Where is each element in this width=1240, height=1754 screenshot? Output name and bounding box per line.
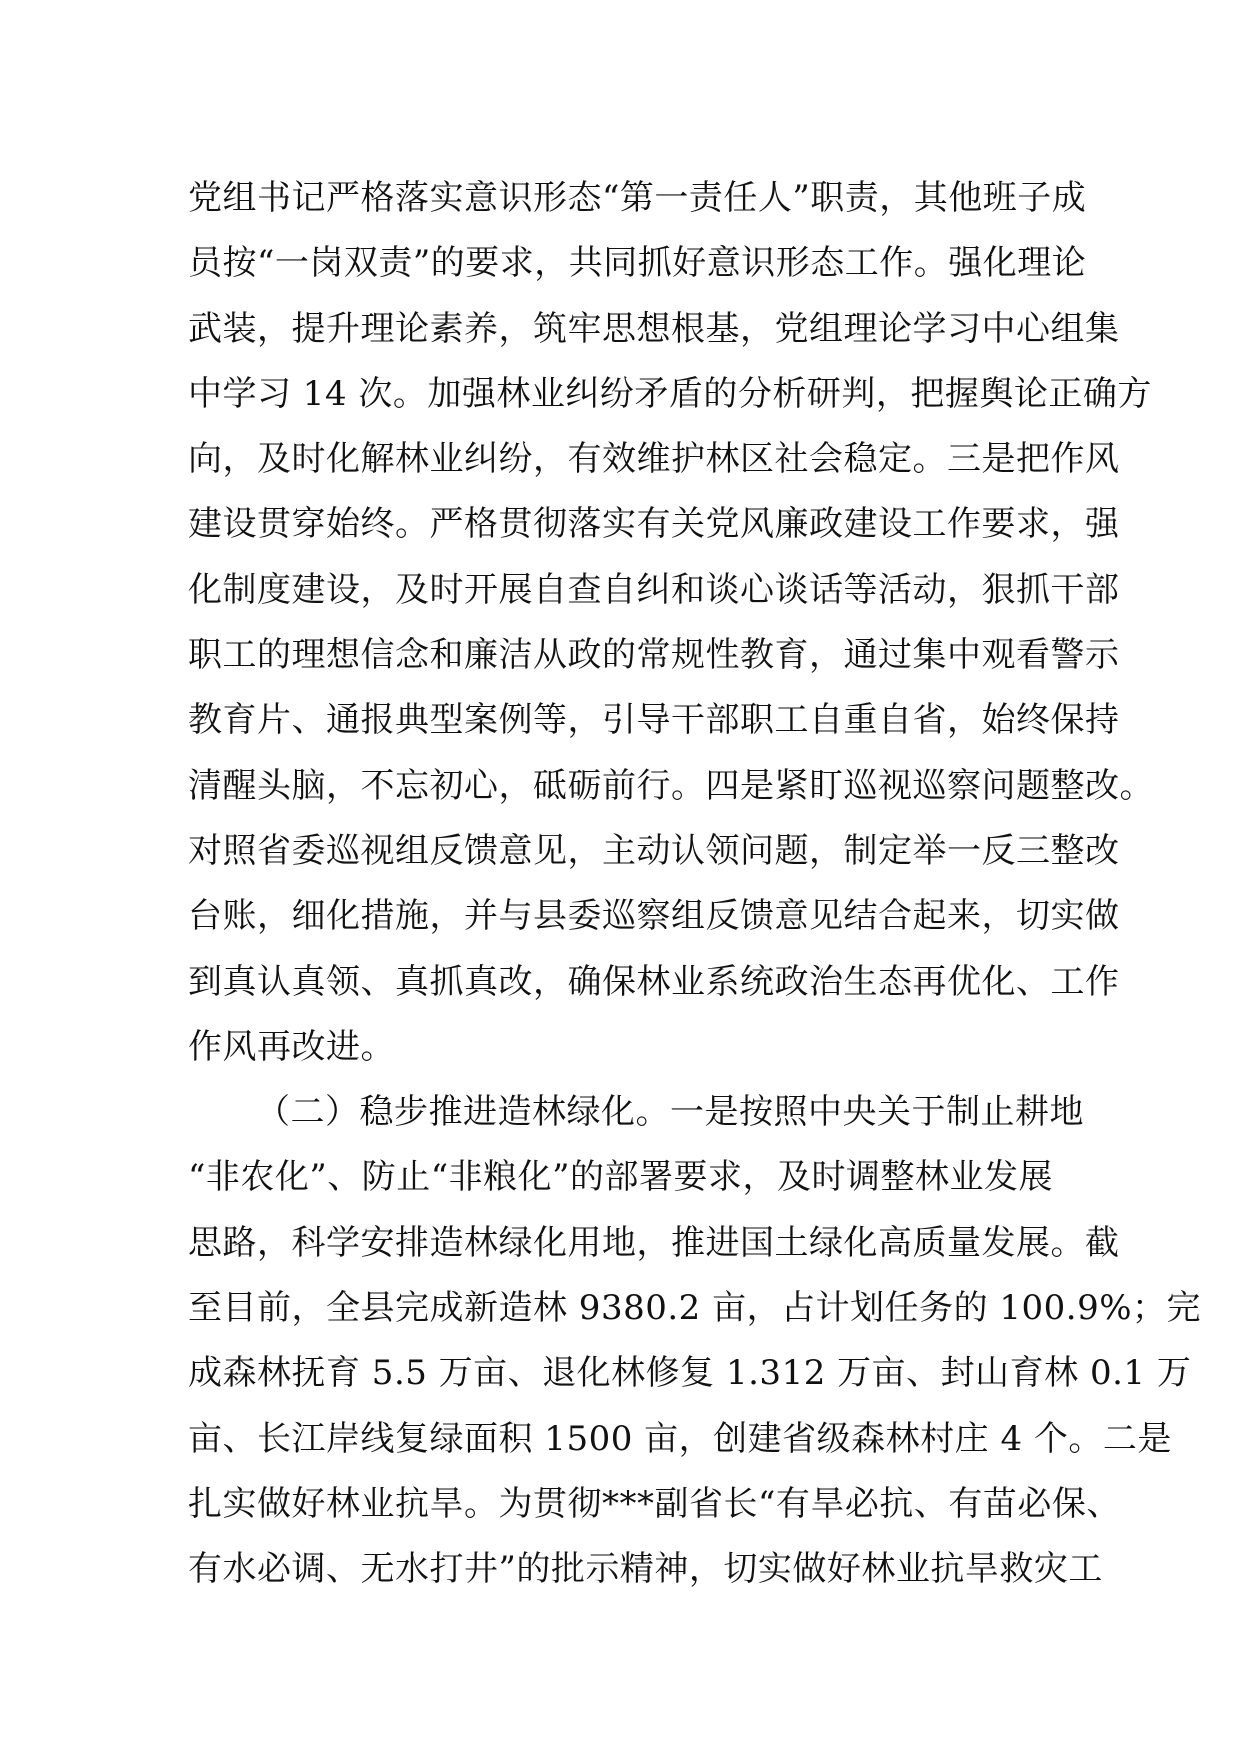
text-line: 党组书记严格落实意识形态“第一责任人”职责，其他班子成 [188,178,1087,218]
text-line: 向，及时化解林业纠纷，有效维护林区社会稳定。三是把作风 [188,439,1120,480]
text-line: 成森林抚育 5.5 万亩、退化林修复 1.312 万亩、封山育林 0.1 万 [188,1353,1192,1394]
text-line: 思路，科学安排造林绿化用地，推进国土绿化高质量发展。截 [188,1222,1120,1263]
text-line: 有水必调、无水打井”的批示精神，切实做好林业抗旱救灾工 [188,1549,1103,1590]
body-text [188,166,1202,1603]
text-line: 化制度建设，及时开展自查自纠和谈心谈话等活动，狠抓干部 [188,569,1120,610]
text-line: 扎实做好林业抗旱。为贯彻***副省长“有旱必抗、有苗必保、 [188,1483,1121,1524]
text-line: 中学习 14 次。加强林业纠纷矛盾的分析研判，把握舆论正确方 [188,373,1152,414]
text-line: 至目前，全县完成新造林 9380.2 亩，占计划任务的 100.9%；完 [188,1288,1202,1329]
text-line: 作风再改进。 [188,1026,395,1067]
text-line: 武装，提升理论素养，筑牢思想根基，党组理论学习中心组集 [188,308,1120,349]
text-line: 亩、长江岸线复绿面积 1500 亩，创建省级森林村庄 4 个。二是 [188,1418,1172,1459]
text-line: 对照省委巡视组反馈意见，主动认领问题，制定举一反三整改 [188,830,1120,871]
text-line: 教育片、通报典型案例等，引导干部职工自重自省，始终保持 [188,700,1120,741]
text-line: 职工的理想信念和廉洁从政的常规性教育，通过集中观看警示 [188,635,1120,676]
text-line: 建设贯穿始终。严格贯彻落实有关党风廉政建设工作要求，强 [188,504,1120,545]
section-heading-line: （二）稳步推进造林绿化。一是按照中央关于制止耕地 [256,1092,1084,1133]
text-line: 到真认真领、真抓真改，确保林业系统政治生态再优化、工作 [188,961,1120,1002]
text-line: 清醒头脑，不忘初心，砥砺前行。四是紧盯巡视巡察问题整改。 [188,765,1154,806]
text-line: 台账，细化措施，并与县委巡察组反馈意见结合起来，切实做 [188,896,1120,937]
text-line: 员按“一岗双责”的要求，共同抓好意识形态工作。强化理论 [188,243,1087,284]
text-line: “非农化”、防止“非粮化”的部署要求，及时调整林业发展 [188,1157,1054,1198]
